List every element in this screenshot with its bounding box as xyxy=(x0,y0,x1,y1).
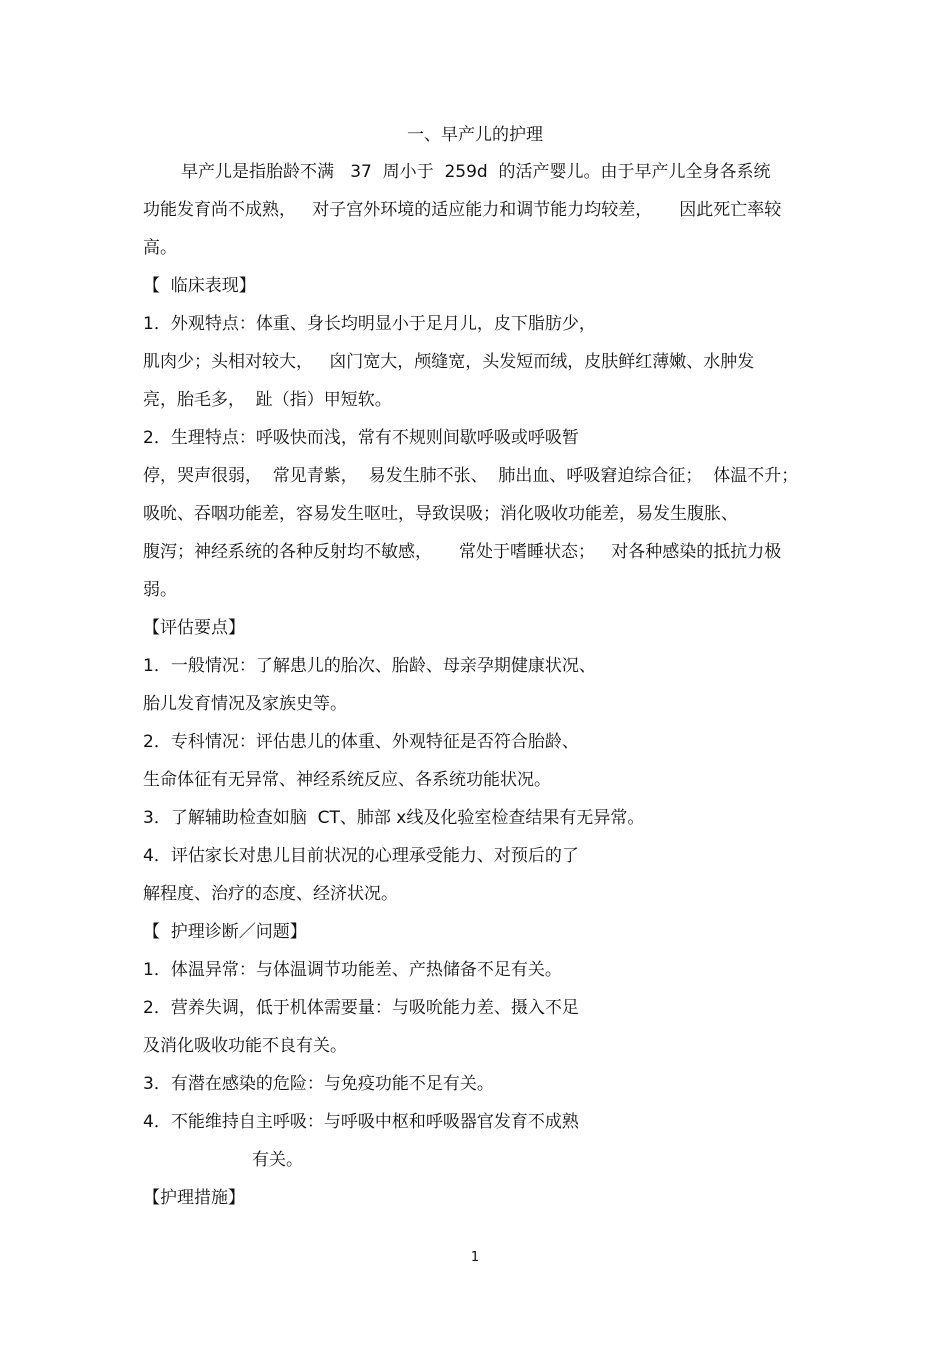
clinical-line: 亮，胎毛多， 趾（指）甲短软。 xyxy=(143,390,392,410)
section-heading-assessment: 【评估要点】 xyxy=(143,618,245,638)
diagnosis-line: 1．体温异常：与体温调节功能差、产热储备不足有关。 xyxy=(143,960,562,980)
clinical-line: 弱。 xyxy=(143,580,177,600)
clinical-line: 腹泻；神经系统的各种反射均不敏感， 常处于嗜睡状态； 对各种感染的抵抗力极 xyxy=(143,542,782,562)
section-heading-clinical: 【 临床表现】 xyxy=(143,276,256,296)
assessment-line: 3．了解辅助检查如脑 CT、肺部 x线及化验室检查结果有无异常。 xyxy=(143,808,645,828)
intro-line: 高。 xyxy=(143,238,177,258)
clinical-line: 1．外观特点：体重、身长均明显小于足月儿，皮下脂肪少， xyxy=(143,314,596,334)
section-heading-diagnosis: 【 护理诊断／问题】 xyxy=(143,922,307,942)
page-number: 1 xyxy=(470,1250,480,1265)
diagnosis-line: 有关。 xyxy=(252,1150,303,1170)
clinical-line: 吸吮、吞咽功能差，容易发生呕吐，导致误吸；消化吸收功能差，易发生腹胀、 xyxy=(143,504,738,524)
diagnosis-line: 3．有潜在感染的危险：与免疫功能不足有关。 xyxy=(143,1074,494,1094)
assessment-line: 4．评估家长对患儿目前状况的心理承受能力、对预后的了 xyxy=(143,846,579,866)
section-heading-measures: 【护理措施】 xyxy=(143,1188,245,1208)
assessment-line: 1．一般情况：了解患儿的胎次、胎龄、母亲孕期健康状况、 xyxy=(143,656,596,676)
intro-line: 功能发育尚不成熟， 对子宫外环境的适应能力和调节能力均较差， 因此死亡率较 xyxy=(143,200,782,220)
intro-line: 早产儿是指胎龄不满 37 周小于 259d 的活产婴儿。由于早产儿全身各系统 xyxy=(181,162,771,182)
assessment-line: 解程度、治疗的态度、经济状况。 xyxy=(143,884,398,904)
clinical-line: 2．生理特点：呼吸快而浅，常有不规则间歇呼吸或呼吸暂 xyxy=(143,428,579,448)
diagnosis-line: 2．营养失调，低于机体需要量：与吸吮能力差、摄入不足 xyxy=(143,998,579,1018)
clinical-line: 肌肉少；头相对较大， 囟门宽大，颅缝宽，头发短而绒，皮肤鲜红薄嫩、水肿发 xyxy=(143,352,755,372)
assessment-line: 2．专科情况：评估患儿的体重、外观特征是否符合胎龄、 xyxy=(143,732,579,752)
assessment-line: 生命体征有无异常、神经系统反应、各系统功能状况。 xyxy=(143,770,551,790)
assessment-line: 胎儿发育情况及家族史等。 xyxy=(143,694,347,714)
clinical-line: 停，哭声很弱， 常见青紫， 易发生肺不张、 肺出血、呼吸窘迫综合征； 体温不升； xyxy=(143,466,799,486)
page-title: 一、早产儿的护理 xyxy=(407,125,543,145)
diagnosis-line: 4．不能维持自主呼吸：与呼吸中枢和呼吸器官发育不成熟 xyxy=(143,1112,579,1132)
diagnosis-line: 及消化吸收功能不良有关。 xyxy=(143,1036,347,1056)
